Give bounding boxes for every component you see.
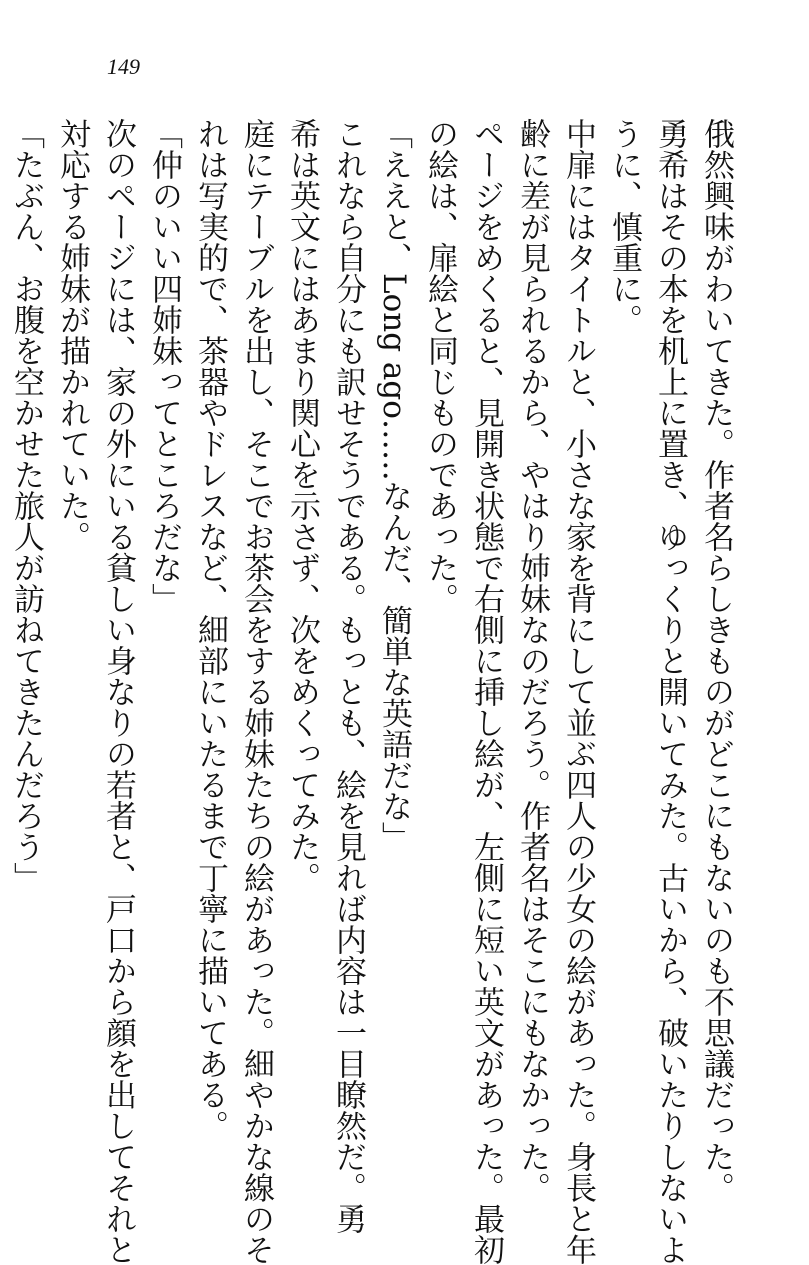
text-column: 対応する姉妹が描かれていた。	[54, 118, 90, 552]
text-column: れは写実的で、茶器やドレスなど、細部にいたるまで丁寧に描いてある。	[192, 118, 228, 1141]
text-column: 俄然興味がわいてきた。作者名らしきものがどこにもないのも不思議だった。	[698, 118, 734, 1203]
text-column: の絵は、扉絵と同じものであった。	[422, 118, 458, 614]
text-column: 「ええと、Long ago……なんだ、簡単な英語だな」	[376, 118, 412, 853]
text-column: これなら自分にも訳せそうである。もっとも、絵を見れば内容は一目瞭然だ。勇	[330, 118, 366, 1234]
text-column: 「仲のいい四姉妹ってところだな」	[146, 118, 182, 614]
text-column: 「たぶん、お腹を空かせた旅人が訪ねてきたんだろう」	[8, 118, 44, 893]
vertical-text-body	[3, 118, 739, 1265]
text-column: 希は英文にはあまり関心を示さず、次をめくってみた。	[284, 118, 320, 893]
text-column: 次のページには、家の外にいる貧しい身なりの若者と、戸口から顔を出してそれと	[100, 118, 136, 1265]
page-number: 149	[107, 54, 140, 79]
text-column: うに、慎重に。	[606, 118, 642, 335]
text-column: ページをめくると、見開き状態で右側に挿し絵が、左側に短い英文があった。最初	[468, 118, 504, 1265]
text-column: 中扉にはタイトルと、小さな家を背にして並ぶ四人の少女の絵があった。身長と年	[560, 118, 596, 1265]
text-column: 勇希はその本を机上に置き、ゆっくりと開いてみた。古いから、破いたりしないよ	[652, 118, 688, 1265]
text-column: 齢に差が見られるから、やはり姉妹なのだろう。作者名はそこにもなかった。	[514, 118, 550, 1203]
text-column: 庭にテーブルを出し、そこでお茶会をする姉妹たちの絵があった。細やかな線のそ	[238, 118, 274, 1265]
